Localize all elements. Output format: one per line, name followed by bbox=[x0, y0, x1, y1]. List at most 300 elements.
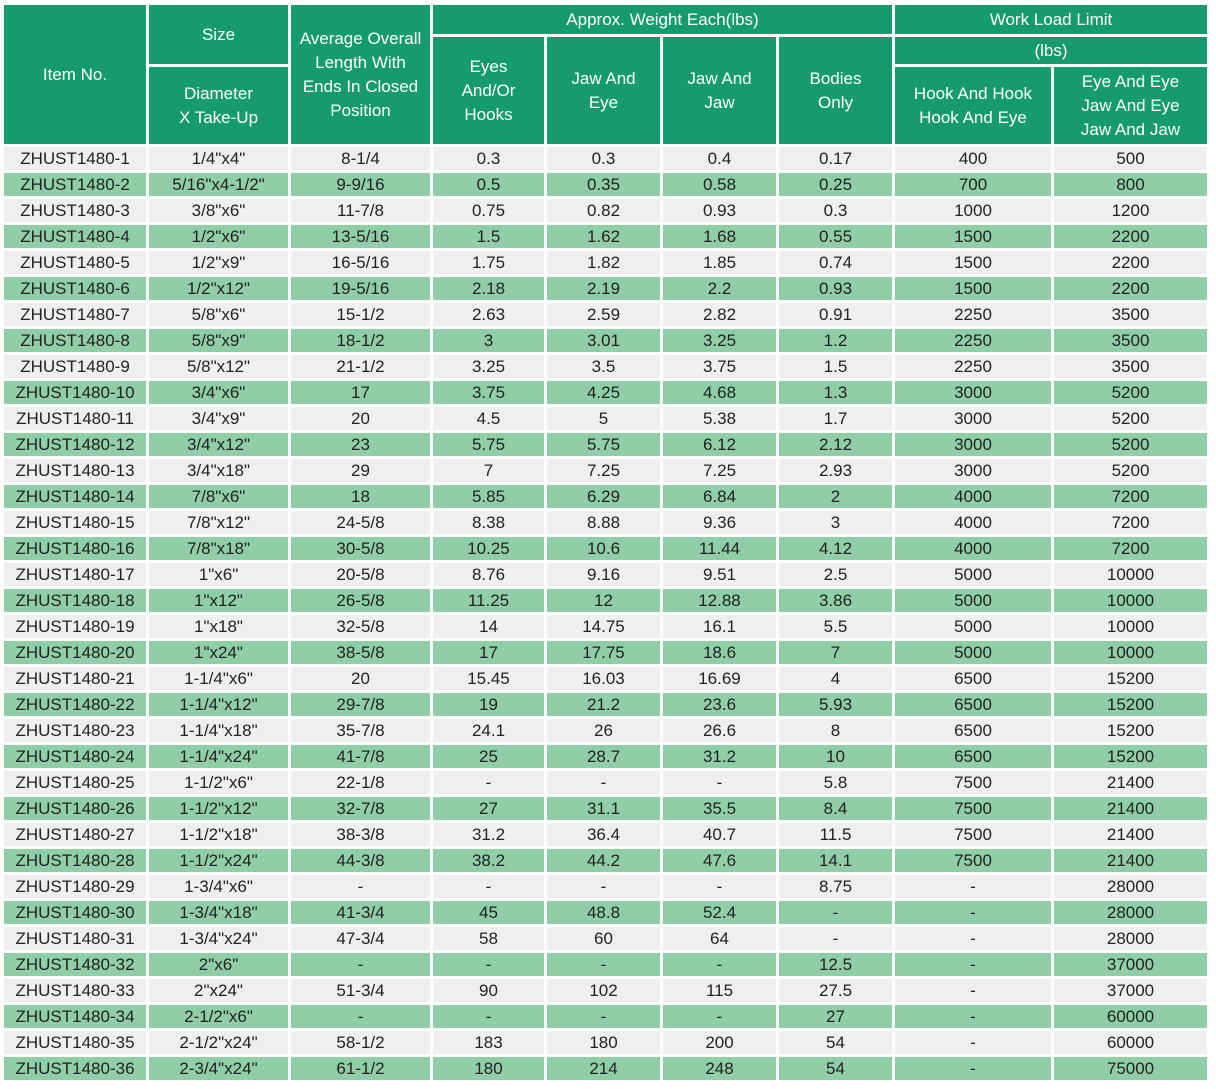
cell-weight-bodies-only: 8 bbox=[779, 719, 892, 742]
cell-weight-eyes-hooks: 180 bbox=[433, 1057, 544, 1080]
cell-item-no: ZHUST1480-23 bbox=[4, 719, 146, 742]
cell-wll-hook: - bbox=[895, 979, 1051, 1002]
cell-average-length: 32-7/8 bbox=[291, 797, 430, 820]
cell-wll-hook: 6500 bbox=[895, 745, 1051, 768]
table-row bbox=[4, 849, 1207, 872]
cell-weight-jaw-eye: 9.16 bbox=[547, 563, 660, 586]
cell-weight-eyes-hooks: 0.5 bbox=[433, 173, 544, 196]
cell-weight-jaw-jaw: 7.25 bbox=[663, 459, 776, 482]
cell-average-length: 24-5/8 bbox=[291, 511, 430, 534]
table-row bbox=[4, 875, 1207, 898]
cell-average-length: 44-3/8 bbox=[291, 849, 430, 872]
cell-wll-eye-jaw: 10000 bbox=[1054, 615, 1207, 638]
cell-item-no: ZHUST1480-3 bbox=[4, 199, 146, 222]
cell-weight-bodies-only: 0.3 bbox=[779, 199, 892, 222]
cell-weight-eyes-hooks: 1.5 bbox=[433, 225, 544, 248]
cell-weight-jaw-eye: - bbox=[547, 771, 660, 794]
cell-weight-jaw-jaw: 3.75 bbox=[663, 355, 776, 378]
cell-average-length: 26-5/8 bbox=[291, 589, 430, 612]
cell-size: 5/8"x6" bbox=[149, 303, 288, 326]
cell-average-length: 35-7/8 bbox=[291, 719, 430, 742]
cell-wll-eye-jaw: 5200 bbox=[1054, 459, 1207, 482]
header-hook-hook bbox=[895, 67, 1051, 144]
cell-item-no: ZHUST1480-32 bbox=[4, 953, 146, 976]
cell-size: 1-3/4"x18" bbox=[149, 901, 288, 924]
table-row bbox=[4, 511, 1207, 534]
cell-weight-jaw-jaw: 6.84 bbox=[663, 485, 776, 508]
cell-weight-bodies-only: 1.7 bbox=[779, 407, 892, 430]
cell-weight-eyes-hooks: 4.5 bbox=[433, 407, 544, 430]
cell-size: 1"x24" bbox=[149, 641, 288, 664]
cell-size: 7/8"x18" bbox=[149, 537, 288, 560]
cell-weight-jaw-eye: 36.4 bbox=[547, 823, 660, 846]
cell-weight-eyes-hooks: 3 bbox=[433, 329, 544, 352]
table-row bbox=[4, 381, 1207, 404]
cell-weight-bodies-only: 7 bbox=[779, 641, 892, 664]
table-row bbox=[4, 485, 1207, 508]
cell-weight-eyes-hooks: 31.2 bbox=[433, 823, 544, 846]
cell-average-length: 8-1/4 bbox=[291, 147, 430, 170]
cell-wll-eye-jaw: 800 bbox=[1054, 173, 1207, 196]
table-row bbox=[4, 901, 1207, 924]
cell-item-no: ZHUST1480-5 bbox=[4, 251, 146, 274]
cell-wll-eye-jaw: 21400 bbox=[1054, 849, 1207, 872]
cell-weight-bodies-only: 8.75 bbox=[779, 875, 892, 898]
cell-weight-jaw-eye: 7.25 bbox=[547, 459, 660, 482]
cell-wll-hook: - bbox=[895, 953, 1051, 976]
cell-weight-jaw-jaw: 200 bbox=[663, 1031, 776, 1054]
cell-average-length: 38-3/8 bbox=[291, 823, 430, 846]
cell-weight-bodies-only: 0.74 bbox=[779, 251, 892, 274]
cell-average-length: 61-1/2 bbox=[291, 1057, 430, 1080]
cell-wll-hook: 700 bbox=[895, 173, 1051, 196]
table-row bbox=[4, 771, 1207, 794]
cell-weight-eyes-hooks: 0.3 bbox=[433, 147, 544, 170]
cell-average-length: - bbox=[291, 1005, 430, 1028]
cell-average-length: 15-1/2 bbox=[291, 303, 430, 326]
cell-item-no: ZHUST1480-10 bbox=[4, 381, 146, 404]
cell-weight-jaw-jaw: 23.6 bbox=[663, 693, 776, 716]
cell-size: 1"x6" bbox=[149, 563, 288, 586]
cell-average-length: 20-5/8 bbox=[291, 563, 430, 586]
turnbuckle-spec-table bbox=[1, 2, 1210, 1083]
cell-weight-bodies-only: 0.91 bbox=[779, 303, 892, 326]
cell-weight-jaw-jaw: 64 bbox=[663, 927, 776, 950]
cell-weight-bodies-only: 2.93 bbox=[779, 459, 892, 482]
cell-size: 5/8"x9" bbox=[149, 329, 288, 352]
cell-item-no: ZHUST1480-25 bbox=[4, 771, 146, 794]
cell-size: 2"x24" bbox=[149, 979, 288, 1002]
cell-wll-eye-jaw: 2200 bbox=[1054, 225, 1207, 248]
cell-item-no: ZHUST1480-7 bbox=[4, 303, 146, 326]
cell-weight-eyes-hooks: 5.75 bbox=[433, 433, 544, 456]
cell-average-length: 18 bbox=[291, 485, 430, 508]
cell-weight-eyes-hooks: 58 bbox=[433, 927, 544, 950]
cell-wll-hook: - bbox=[895, 1005, 1051, 1028]
cell-weight-bodies-only: 12.5 bbox=[779, 953, 892, 976]
table-header bbox=[4, 5, 1207, 144]
cell-weight-jaw-jaw: - bbox=[663, 953, 776, 976]
cell-wll-eye-jaw: 28000 bbox=[1054, 875, 1207, 898]
cell-average-length: 20 bbox=[291, 667, 430, 690]
cell-item-no: ZHUST1480-34 bbox=[4, 1005, 146, 1028]
cell-weight-bodies-only: 1.2 bbox=[779, 329, 892, 352]
cell-weight-jaw-jaw: 248 bbox=[663, 1057, 776, 1080]
cell-weight-bodies-only: 54 bbox=[779, 1031, 892, 1054]
table-row bbox=[4, 329, 1207, 352]
cell-item-no: ZHUST1480-6 bbox=[4, 277, 146, 300]
cell-weight-eyes-hooks: 38.2 bbox=[433, 849, 544, 872]
cell-weight-eyes-hooks: 24.1 bbox=[433, 719, 544, 742]
cell-wll-hook: 400 bbox=[895, 147, 1051, 170]
table-row bbox=[4, 927, 1207, 950]
cell-wll-hook: 3000 bbox=[895, 381, 1051, 404]
cell-weight-jaw-jaw: 6.12 bbox=[663, 433, 776, 456]
cell-weight-jaw-jaw: 11.44 bbox=[663, 537, 776, 560]
cell-weight-bodies-only: - bbox=[779, 901, 892, 924]
cell-wll-hook: 1500 bbox=[895, 277, 1051, 300]
cell-weight-eyes-hooks: 10.25 bbox=[433, 537, 544, 560]
table-row bbox=[4, 433, 1207, 456]
cell-wll-eye-jaw: 15200 bbox=[1054, 693, 1207, 716]
cell-weight-jaw-jaw: 0.93 bbox=[663, 199, 776, 222]
header-eyes-hooks-label: Eyes And/Or Hooks bbox=[461, 56, 516, 124]
cell-weight-bodies-only: 0.17 bbox=[779, 147, 892, 170]
cell-average-length: 16-5/16 bbox=[291, 251, 430, 274]
cell-item-no: ZHUST1480-8 bbox=[4, 329, 146, 352]
cell-wll-hook: 4000 bbox=[895, 511, 1051, 534]
cell-weight-eyes-hooks: 183 bbox=[433, 1031, 544, 1054]
cell-weight-jaw-jaw: 47.6 bbox=[663, 849, 776, 872]
cell-size: 3/4"x12" bbox=[149, 433, 288, 456]
cell-weight-jaw-jaw: 16.1 bbox=[663, 615, 776, 638]
table-row bbox=[4, 589, 1207, 612]
cell-weight-jaw-jaw: 2.2 bbox=[663, 277, 776, 300]
cell-size: 2-1/2"x24" bbox=[149, 1031, 288, 1054]
cell-weight-jaw-eye: - bbox=[547, 875, 660, 898]
cell-weight-eyes-hooks: 0.75 bbox=[433, 199, 544, 222]
cell-weight-eyes-hooks: 8.38 bbox=[433, 511, 544, 534]
cell-wll-eye-jaw: 5200 bbox=[1054, 433, 1207, 456]
cell-weight-jaw-eye: 16.03 bbox=[547, 667, 660, 690]
table-row bbox=[4, 1057, 1207, 1080]
cell-weight-jaw-jaw: 9.36 bbox=[663, 511, 776, 534]
cell-wll-hook: 7500 bbox=[895, 797, 1051, 820]
cell-weight-jaw-eye: - bbox=[547, 1005, 660, 1028]
cell-weight-bodies-only: 2.5 bbox=[779, 563, 892, 586]
cell-weight-eyes-hooks: 14 bbox=[433, 615, 544, 638]
cell-size: 1"x12" bbox=[149, 589, 288, 612]
table-row bbox=[4, 147, 1207, 170]
table-row bbox=[4, 459, 1207, 482]
cell-weight-jaw-eye: 60 bbox=[547, 927, 660, 950]
cell-size: 5/8"x12" bbox=[149, 355, 288, 378]
cell-size: 1/2"x9" bbox=[149, 251, 288, 274]
cell-weight-bodies-only: 8.4 bbox=[779, 797, 892, 820]
cell-wll-eye-jaw: 7200 bbox=[1054, 485, 1207, 508]
header-jaw-eye bbox=[547, 37, 660, 144]
cell-weight-bodies-only: 27.5 bbox=[779, 979, 892, 1002]
cell-average-length: 51-3/4 bbox=[291, 979, 430, 1002]
cell-weight-bodies-only: 4.12 bbox=[779, 537, 892, 560]
cell-weight-bodies-only: 0.93 bbox=[779, 277, 892, 300]
table-row bbox=[4, 563, 1207, 586]
cell-wll-eye-jaw: 5200 bbox=[1054, 381, 1207, 404]
cell-weight-jaw-jaw: 3.25 bbox=[663, 329, 776, 352]
cell-wll-hook: 7500 bbox=[895, 771, 1051, 794]
table-row bbox=[4, 641, 1207, 664]
cell-weight-eyes-hooks: 11.25 bbox=[433, 589, 544, 612]
cell-wll-eye-jaw: 5200 bbox=[1054, 407, 1207, 430]
cell-size: 2-1/2"x6" bbox=[149, 1005, 288, 1028]
cell-average-length: 21-1/2 bbox=[291, 355, 430, 378]
cell-wll-eye-jaw: 60000 bbox=[1054, 1031, 1207, 1054]
cell-weight-eyes-hooks: 25 bbox=[433, 745, 544, 768]
cell-wll-hook: 4000 bbox=[895, 485, 1051, 508]
cell-item-no: ZHUST1480-4 bbox=[4, 225, 146, 248]
cell-size: 1-1/4"x24" bbox=[149, 745, 288, 768]
cell-size: 7/8"x6" bbox=[149, 485, 288, 508]
header-jaw-eye-label: Jaw And Eye bbox=[571, 68, 636, 112]
cell-item-no: ZHUST1480-35 bbox=[4, 1031, 146, 1054]
cell-item-no: ZHUST1480-30 bbox=[4, 901, 146, 924]
table-row bbox=[4, 277, 1207, 300]
cell-wll-hook: 2250 bbox=[895, 303, 1051, 326]
cell-weight-jaw-eye: 28.7 bbox=[547, 745, 660, 768]
header-hook-hook-label: Hook And Hook Hook And Eye bbox=[913, 83, 1033, 127]
cell-wll-hook: 6500 bbox=[895, 667, 1051, 690]
table-row bbox=[4, 537, 1207, 560]
cell-wll-eye-jaw: 10000 bbox=[1054, 563, 1207, 586]
cell-size: 3/4"x9" bbox=[149, 407, 288, 430]
cell-wll-eye-jaw: 37000 bbox=[1054, 953, 1207, 976]
cell-weight-jaw-eye: 12 bbox=[547, 589, 660, 612]
cell-size: 1/2"x6" bbox=[149, 225, 288, 248]
cell-average-length: 11-7/8 bbox=[291, 199, 430, 222]
cell-weight-eyes-hooks: - bbox=[433, 953, 544, 976]
cell-weight-jaw-eye: 10.6 bbox=[547, 537, 660, 560]
cell-weight-eyes-hooks: - bbox=[433, 875, 544, 898]
cell-item-no: ZHUST1480-2 bbox=[4, 173, 146, 196]
table-row bbox=[4, 953, 1207, 976]
cell-weight-bodies-only: 11.5 bbox=[779, 823, 892, 846]
cell-weight-jaw-eye: 0.82 bbox=[547, 199, 660, 222]
cell-item-no: ZHUST1480-13 bbox=[4, 459, 146, 482]
cell-average-length: - bbox=[291, 875, 430, 898]
cell-item-no: ZHUST1480-1 bbox=[4, 147, 146, 170]
cell-wll-hook: 5000 bbox=[895, 615, 1051, 638]
cell-item-no: ZHUST1480-11 bbox=[4, 407, 146, 430]
cell-weight-jaw-jaw: 5.38 bbox=[663, 407, 776, 430]
cell-size: 1-1/2"x12" bbox=[149, 797, 288, 820]
cell-weight-eyes-hooks: - bbox=[433, 1005, 544, 1028]
cell-average-length: 19-5/16 bbox=[291, 277, 430, 300]
cell-size: 1-1/2"x24" bbox=[149, 849, 288, 872]
cell-weight-bodies-only: 3.86 bbox=[779, 589, 892, 612]
cell-weight-bodies-only: 5.93 bbox=[779, 693, 892, 716]
cell-weight-bodies-only: 4 bbox=[779, 667, 892, 690]
header-eye-eye-label: Eye And Eye Jaw And Eye Jaw And Jaw bbox=[1080, 71, 1181, 139]
cell-size: 3/8"x6" bbox=[149, 199, 288, 222]
cell-weight-jaw-eye: 180 bbox=[547, 1031, 660, 1054]
cell-item-no: ZHUST1480-26 bbox=[4, 797, 146, 820]
cell-weight-jaw-jaw: 9.51 bbox=[663, 563, 776, 586]
cell-wll-eye-jaw: 28000 bbox=[1054, 901, 1207, 924]
cell-average-length: 38-5/8 bbox=[291, 641, 430, 664]
cell-weight-jaw-eye: 17.75 bbox=[547, 641, 660, 664]
cell-weight-jaw-jaw: 1.85 bbox=[663, 251, 776, 274]
cell-item-no: ZHUST1480-28 bbox=[4, 849, 146, 872]
header-bodies-only-label: Bodies Only bbox=[809, 68, 862, 112]
cell-weight-bodies-only: 10 bbox=[779, 745, 892, 768]
cell-item-no: ZHUST1480-33 bbox=[4, 979, 146, 1002]
cell-weight-jaw-jaw: 26.6 bbox=[663, 719, 776, 742]
cell-weight-eyes-hooks: 3.75 bbox=[433, 381, 544, 404]
table-row bbox=[4, 1031, 1207, 1054]
cell-wll-eye-jaw: 21400 bbox=[1054, 797, 1207, 820]
cell-wll-hook: - bbox=[895, 1057, 1051, 1080]
cell-item-no: ZHUST1480-12 bbox=[4, 433, 146, 456]
cell-weight-bodies-only: 27 bbox=[779, 1005, 892, 1028]
cell-weight-jaw-jaw: 12.88 bbox=[663, 589, 776, 612]
table-row bbox=[4, 667, 1207, 690]
cell-size: 1-1/4"x12" bbox=[149, 693, 288, 716]
header-average-length bbox=[291, 5, 430, 144]
cell-size: 1/2"x12" bbox=[149, 277, 288, 300]
cell-wll-eye-jaw: 3500 bbox=[1054, 355, 1207, 378]
cell-weight-eyes-hooks: 90 bbox=[433, 979, 544, 1002]
table-row bbox=[4, 1005, 1207, 1028]
cell-weight-jaw-jaw: 18.6 bbox=[663, 641, 776, 664]
cell-wll-eye-jaw: 21400 bbox=[1054, 771, 1207, 794]
cell-wll-eye-jaw: 10000 bbox=[1054, 641, 1207, 664]
cell-wll-eye-jaw: 1200 bbox=[1054, 199, 1207, 222]
cell-weight-jaw-jaw: 40.7 bbox=[663, 823, 776, 846]
cell-item-no: ZHUST1480-24 bbox=[4, 745, 146, 768]
header-diameter bbox=[149, 67, 288, 144]
cell-wll-hook: 6500 bbox=[895, 693, 1051, 716]
cell-weight-eyes-hooks: 19 bbox=[433, 693, 544, 716]
cell-weight-jaw-eye: 3.5 bbox=[547, 355, 660, 378]
cell-weight-bodies-only: 1.5 bbox=[779, 355, 892, 378]
cell-wll-eye-jaw: 7200 bbox=[1054, 537, 1207, 560]
cell-weight-jaw-eye: 21.2 bbox=[547, 693, 660, 716]
cell-wll-hook: - bbox=[895, 875, 1051, 898]
cell-average-length: 29-7/8 bbox=[291, 693, 430, 716]
header-average-length-label: Average Overall Length With Ends In Closed Position bbox=[299, 28, 422, 120]
cell-weight-jaw-eye: 31.1 bbox=[547, 797, 660, 820]
cell-weight-bodies-only: 3 bbox=[779, 511, 892, 534]
cell-wll-hook: 6500 bbox=[895, 719, 1051, 742]
cell-weight-jaw-eye: 14.75 bbox=[547, 615, 660, 638]
cell-wll-eye-jaw: 10000 bbox=[1054, 589, 1207, 612]
header-jaw-jaw-label: Jaw And Jaw bbox=[687, 68, 752, 112]
cell-item-no: ZHUST1480-20 bbox=[4, 641, 146, 664]
cell-weight-eyes-hooks: 2.18 bbox=[433, 277, 544, 300]
cell-wll-eye-jaw: 500 bbox=[1054, 147, 1207, 170]
cell-item-no: ZHUST1480-9 bbox=[4, 355, 146, 378]
cell-size: 1-1/4"x18" bbox=[149, 719, 288, 742]
header-eye-eye bbox=[1054, 67, 1207, 144]
cell-size: 7/8"x12" bbox=[149, 511, 288, 534]
cell-average-length: - bbox=[291, 953, 430, 976]
cell-weight-jaw-jaw: - bbox=[663, 771, 776, 794]
cell-average-length: 29 bbox=[291, 459, 430, 482]
cell-weight-jaw-jaw: 1.68 bbox=[663, 225, 776, 248]
cell-average-length: 22-1/8 bbox=[291, 771, 430, 794]
cell-weight-jaw-eye: 1.82 bbox=[547, 251, 660, 274]
cell-item-no: ZHUST1480-18 bbox=[4, 589, 146, 612]
cell-weight-eyes-hooks: 17 bbox=[433, 641, 544, 664]
cell-weight-jaw-jaw: 115 bbox=[663, 979, 776, 1002]
cell-weight-eyes-hooks: 3.25 bbox=[433, 355, 544, 378]
cell-weight-bodies-only: 0.55 bbox=[779, 225, 892, 248]
cell-weight-jaw-eye: - bbox=[547, 953, 660, 976]
table-row bbox=[4, 615, 1207, 638]
cell-weight-jaw-eye: 2.19 bbox=[547, 277, 660, 300]
header-eyes-hooks bbox=[433, 37, 544, 144]
cell-wll-hook: 3000 bbox=[895, 433, 1051, 456]
cell-average-length: 17 bbox=[291, 381, 430, 404]
cell-weight-eyes-hooks: 45 bbox=[433, 901, 544, 924]
cell-wll-hook: 7500 bbox=[895, 849, 1051, 872]
cell-wll-hook: 7500 bbox=[895, 823, 1051, 846]
cell-weight-jaw-eye: 6.29 bbox=[547, 485, 660, 508]
cell-average-length: 41-3/4 bbox=[291, 901, 430, 924]
table-row bbox=[4, 797, 1207, 820]
cell-size: 1-1/2"x6" bbox=[149, 771, 288, 794]
cell-item-no: ZHUST1480-22 bbox=[4, 693, 146, 716]
header-bodies-only bbox=[779, 37, 892, 144]
cell-weight-bodies-only: 14.1 bbox=[779, 849, 892, 872]
table-row bbox=[4, 355, 1207, 378]
cell-size: 2"x6" bbox=[149, 953, 288, 976]
cell-weight-bodies-only: 2.12 bbox=[779, 433, 892, 456]
table-row bbox=[4, 407, 1207, 430]
cell-wll-hook: 1500 bbox=[895, 225, 1051, 248]
cell-weight-bodies-only: - bbox=[779, 927, 892, 950]
table-row bbox=[4, 225, 1207, 248]
cell-size: 5/16"x4-1/2" bbox=[149, 173, 288, 196]
table-body bbox=[4, 147, 1207, 1080]
cell-weight-eyes-hooks: 15.45 bbox=[433, 667, 544, 690]
cell-weight-jaw-jaw: 52.4 bbox=[663, 901, 776, 924]
cell-wll-eye-jaw: 2200 bbox=[1054, 277, 1207, 300]
cell-wll-hook: 2250 bbox=[895, 329, 1051, 352]
cell-wll-eye-jaw: 15200 bbox=[1054, 667, 1207, 690]
cell-weight-jaw-eye: 5.75 bbox=[547, 433, 660, 456]
cell-size: 1-3/4"x6" bbox=[149, 875, 288, 898]
header-size: Size bbox=[149, 5, 288, 64]
cell-item-no: ZHUST1480-21 bbox=[4, 667, 146, 690]
cell-item-no: ZHUST1480-29 bbox=[4, 875, 146, 898]
cell-size: 3/4"x18" bbox=[149, 459, 288, 482]
cell-item-no: ZHUST1480-17 bbox=[4, 563, 146, 586]
cell-weight-jaw-eye: 26 bbox=[547, 719, 660, 742]
cell-weight-jaw-eye: 5 bbox=[547, 407, 660, 430]
cell-wll-eye-jaw: 75000 bbox=[1054, 1057, 1207, 1080]
cell-average-length: 9-9/16 bbox=[291, 173, 430, 196]
cell-wll-hook: 5000 bbox=[895, 589, 1051, 612]
cell-weight-jaw-eye: 214 bbox=[547, 1057, 660, 1080]
cell-wll-hook: - bbox=[895, 901, 1051, 924]
cell-wll-eye-jaw: 2200 bbox=[1054, 251, 1207, 274]
header-item-no: Item No. bbox=[4, 5, 146, 144]
header-approx-weight: Approx. Weight Each(lbs) bbox=[433, 5, 892, 34]
table-row bbox=[4, 173, 1207, 196]
cell-wll-eye-jaw: 3500 bbox=[1054, 329, 1207, 352]
cell-weight-jaw-jaw: 31.2 bbox=[663, 745, 776, 768]
